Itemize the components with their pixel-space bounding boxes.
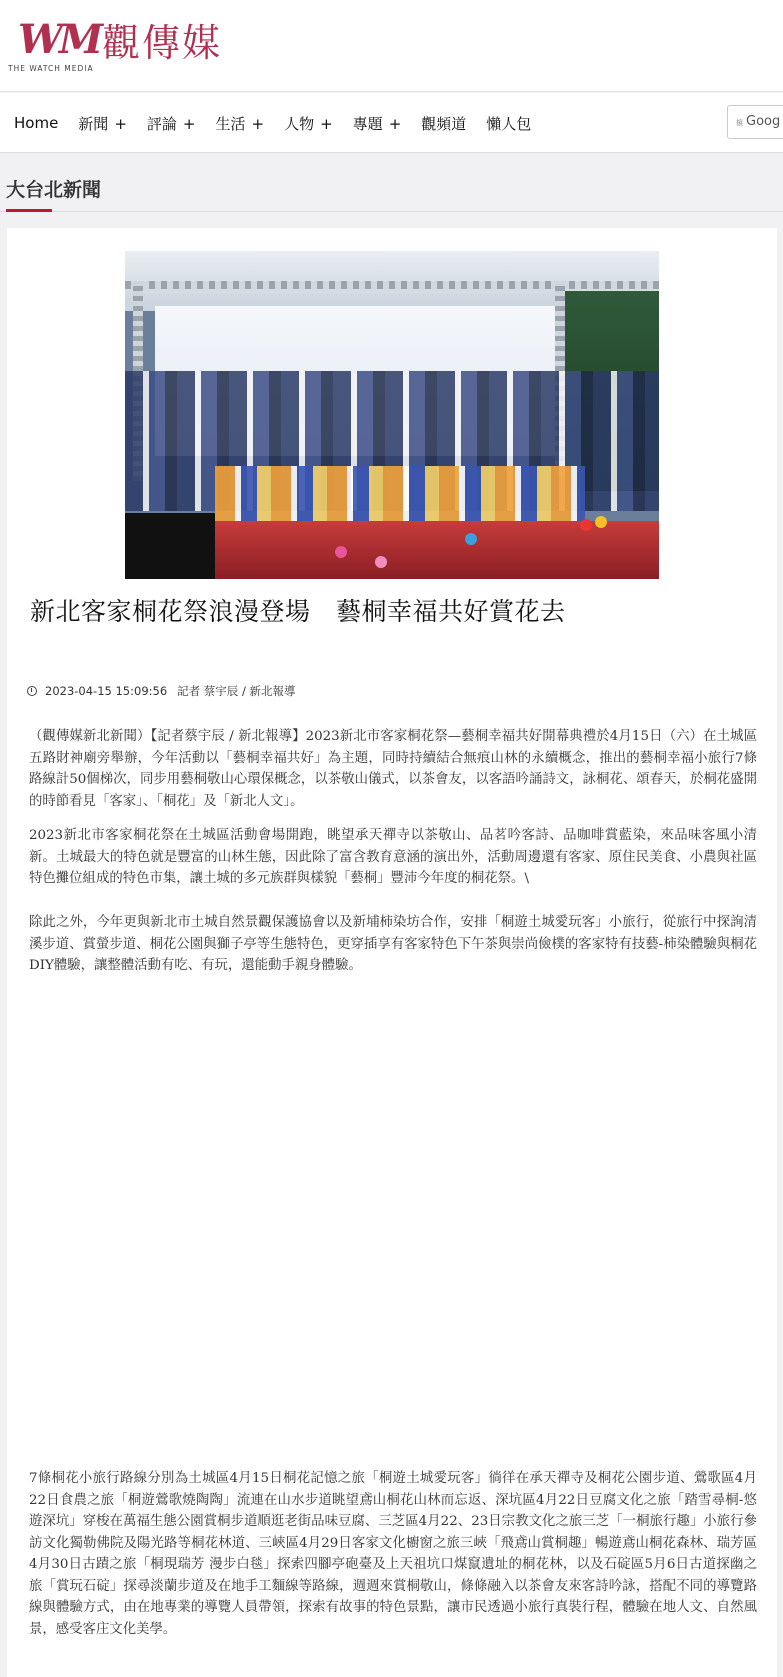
- logo-name[interactable]: 觀傳媒: [102, 21, 223, 65]
- nav-item-explainers[interactable]: [486, 113, 531, 134]
- nav-item-label: Home: [14, 114, 59, 132]
- nav-item-label: 專題: [352, 114, 383, 133]
- article-paragraph: （觀傳媒新北新聞）【記者蔡宇辰 / 新北報導】2023新北市客家桐花祭—藝桐幸福共好開幕典禮於4月15日（六）在土城區五路財神廟旁舉辦，今年活動以「藝桐幸福共好」為主題，同時持續結合無痕山林的永續概念，推出的藝桐幸福小旅行7條路線計50個梯次，同步用藝桐敬山心環保概念，以茶敬山儀式，以茶會友，以客語吟誦詩文，詠桐花、頌春天，於桐花盛開的時節看見「客家」、「桐花」及「新北人文」。: [29, 729, 757, 809]
- nav-item-news[interactable]: [78, 113, 127, 134]
- nav-item-label: 生活: [215, 114, 246, 133]
- section-title-underline: [6, 209, 52, 212]
- nav-item-opinion[interactable]: [147, 113, 196, 134]
- article-datetime: 2023-04-15 15:09:56: [45, 684, 168, 698]
- site-logo[interactable]: [8, 18, 98, 74]
- article-title: 新北客家桐花祭浪漫登場 藝桐幸福共好賞花去: [30, 597, 566, 626]
- article-paragraph: 除此之外，今年更與新北市土城自然景觀保護協會以及新埔柿染坊合作，安排「桐遊土城愛玩客」小旅行，從旅行中探詢清溪步道、賞螢步道、桐花公園與獅子亭等生態特色，更穿插享有客家特色下午茶與崇尚儉樸的客家特有技藝-柿染體驗與桐花DIY體驗，讓整體活動有吃、有玩，還能動手親身體驗。: [29, 915, 757, 973]
- nav-item-home[interactable]: [14, 114, 58, 132]
- nav-item-label: 評論: [146, 114, 177, 133]
- section-title[interactable]: 大台北新聞: [6, 179, 102, 201]
- search-badge: 㯽: [736, 119, 743, 127]
- nav-item-life[interactable]: [215, 113, 264, 134]
- nav-item-people[interactable]: [284, 113, 333, 134]
- google-search-input[interactable]: [727, 105, 783, 139]
- section-divider: [0, 211, 783, 212]
- submenu-plus-icon[interactable]: +: [320, 114, 333, 133]
- article-hero-photo: [125, 251, 659, 579]
- site-header: [0, 0, 783, 92]
- clock-icon: [27, 686, 37, 696]
- logo-tagline: THE WATCH MEDIA: [8, 64, 94, 73]
- nav-list: [14, 93, 551, 153]
- article-byline: 記者 蔡宇辰 / 新北報導: [177, 684, 296, 698]
- nav-item-label: 觀頻道: [421, 114, 467, 133]
- submenu-plus-icon[interactable]: +: [114, 114, 127, 133]
- article-card: [7, 228, 777, 1677]
- article-paragraph: 7條桐花小旅行路線分別為土城區4月15日桐花記憶之旅「桐遊土城愛玩客」徜徉在承天禪寺及桐花公園步道、鶯歌區4月22日食農之旅「桐遊鶯歌燒陶陶」流連在山水步道眺望鳶山桐花山林而忘返、深坑區4月22日豆腐文化之旅「踏雪尋桐-悠遊深坑」穿梭在萬福生態公園賞桐步道順逛老街品味豆腐、三芝區4月22、23日宗教文化之旅三芝「一桐旅行趣」小旅行參訪文化獨勒佛院及陽光路等桐花林道、三峽區4月29日客家文化櫥窗之旅三峽「飛鳶山賞桐趣」暢遊鳶山桐花森林、瑞芳區4月30日古蹟之旅「桐現瑞芳 漫步白毯」探索四腳亭砲臺及上天祖坑口煤竄遺址的桐花林，以及石碇區5月6日古道探幽之旅「賞玩石碇」探尋淡蘭步道及在地手工麵線等路線，週週來賞桐敬山，條條融入以茶會友來客詩吟詠，搭配不同的導覽路線與體驗方式，由在地專業的導覽人員帶領，探索有故事的特色景點，讓市民透過小旅行真裝行程，體驗在地人文、自然風景，感受客庄文化美學。: [29, 1471, 757, 1637]
- nav-item-video-channel[interactable]: [421, 113, 466, 134]
- search-placeholder: Goog: [746, 114, 781, 129]
- submenu-plus-icon[interactable]: +: [388, 114, 402, 133]
- submenu-plus-icon[interactable]: +: [182, 114, 196, 133]
- logo-mark: WM: [18, 16, 100, 63]
- nav-item-label: 人物: [284, 114, 315, 133]
- submenu-plus-icon[interactable]: +: [251, 114, 265, 133]
- nav-item-label: 新聞: [78, 114, 109, 133]
- main-nav: [0, 93, 783, 153]
- article-meta: [27, 683, 295, 699]
- article-paragraph: 2023新北市客家桐花祭在土城區活動會場開跑，眺望承天禪寺以茶敬山、品茗吟客詩、品咖啡賞藍染，來品味客風小清新。土城最大的特色就是豐富的山林生態，因此除了富含教育意涵的演出外，活動周邊還有客家、原住民美食、小農與社區特色攤位組成的特色市集，讓土城的多元族群與樣貌「藝桐」豐沛今年度的桐花祭。\: [29, 828, 757, 886]
- nav-item-features[interactable]: [353, 113, 402, 134]
- nav-item-label: 懶人包: [486, 114, 532, 133]
